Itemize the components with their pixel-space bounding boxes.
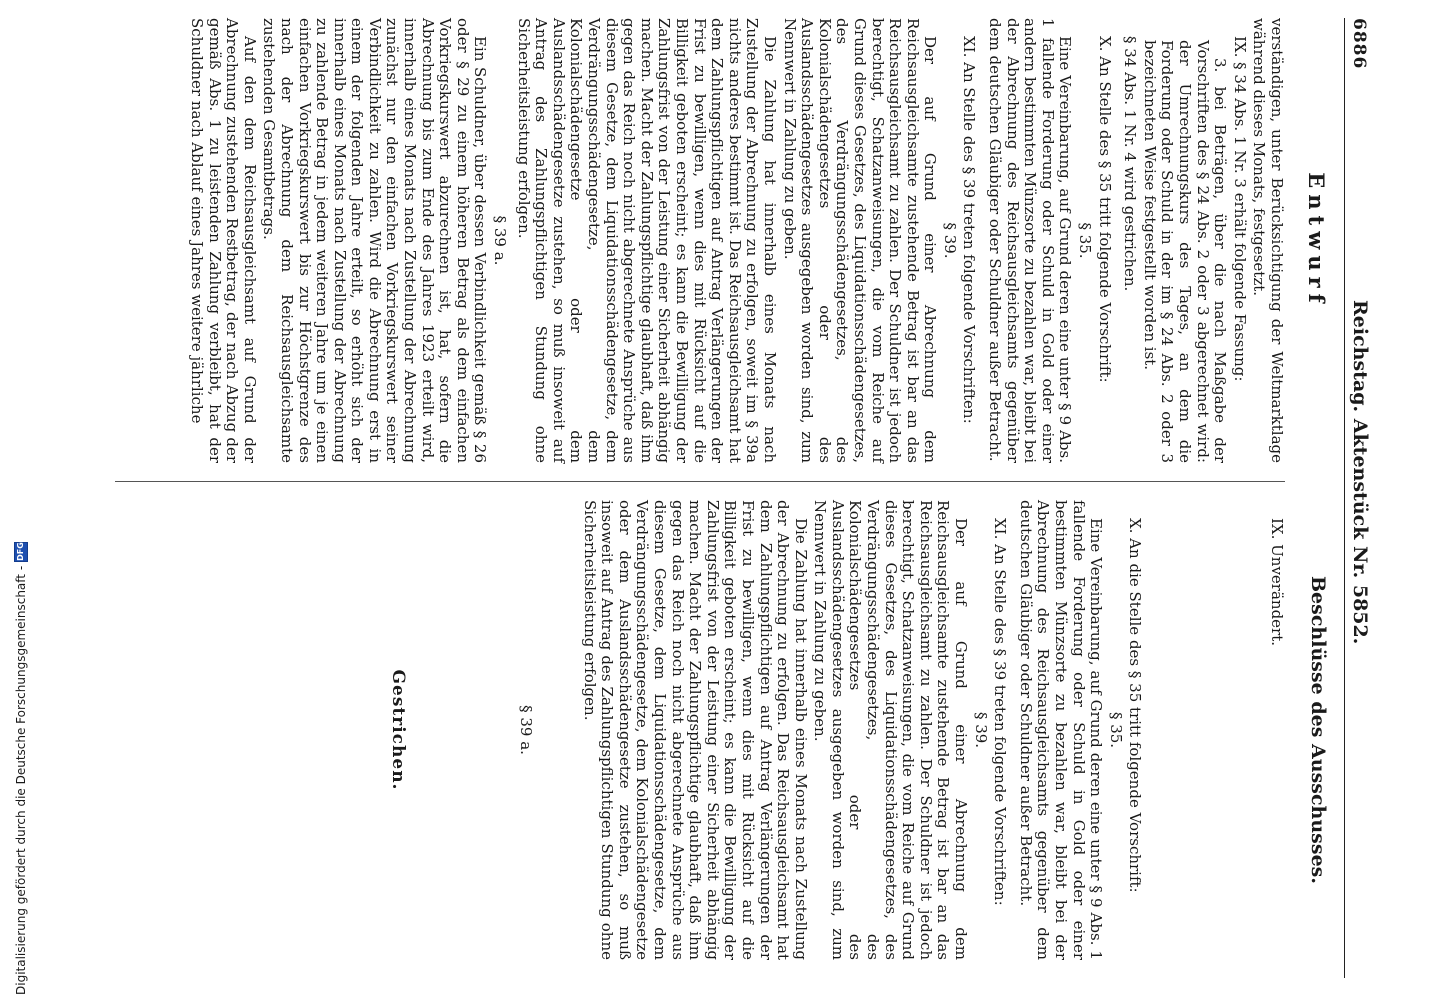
source-heading: Reichstag. Aktenstück Nr. 5852. <box>1349 300 1371 645</box>
left-item-ix-b: § 34 Abs. 1 Nr. 4 wird gestrichen. <box>1121 36 1140 292</box>
right-column-title: Beschlüsse des Ausschusses. <box>1307 576 1329 884</box>
rotated-document-page <box>95 0 1395 990</box>
digitization-credit <box>14 542 28 995</box>
left-item-xi-head: XI. An Stelle des § 39 treten folgende Vorschriften: <box>960 36 979 424</box>
dfg-logo: DFG <box>14 542 28 562</box>
right-column-body <box>387 500 1285 960</box>
right-sec39-label: § 39. <box>971 711 990 749</box>
left-sec39a-p2: Auf den dem Reichsausgleichsamt auf Grund der Abrechnung zustehenden Restbetrag, der nach Abzug der gemäß Abs. 1 zu leistenden Zahlung verbleibt, hat der Schuldner nach Ablauf eines Jahres weitere jährliche <box>187 18 259 463</box>
left-sec39-p2: Die Zahlung hat innerhalb eines Monats nach Zustellung der Abrechnung zu erfolgen, soweit im § 39a nichts anderes bestimmt ist. Das Reichsausgleichsamt hat dem Zahlungspflichtigen auf Antrag Verlängerungen der Frist zu bewilligen, wenn dies mit Rücksicht auf die Billigkeit geboten erscheint; es kann die Bewilligung der Zahlungsfrist von der Leistung einer Sicherheit abhängig machen. Macht der Zahlungspflichtige glaubhaft, daß ihm gegen das Reich noch nicht abgerechnete Ansprüche aus diesem Gesetze, dem Liquidationsschädengesetze, dem Verdrängungsschädengesetze, dem Kolonialschädengesetze oder dem Auslandsschädengesetze zustehen, so muß insoweit auf Antrag des Zahlungspflichtigen Stundung ohne Sicherheitsleistung erfolgen. <box>514 18 779 463</box>
right-sec39-p1: Der auf Grund einer Abrechnung dem Reichsausgleichsamte zustehende Betrag ist bar an das Reichsausgleichsamt zu zahlen. Der Schuldner ist jedoch berechtigt, Schatzanweisungen, die vom Reiche auf Grund dieses Gesetzes, des Liquidationsschädengesetzes, des Verdrängungsschädengesetzes, des Kolonialschädengesetzes oder des Auslandsschädengesetzes ausgegeben worden sind, zum Nennwert in Zahlung zu geben. <box>811 500 971 960</box>
page-number: 6886 <box>1349 18 1369 70</box>
right-item-x-head: X. An die Stelle des § 35 tritt folgende Vorschrift: <box>1126 518 1145 893</box>
left-sec35-text: Eine Vereinbarung, auf Grund deren eine unter § 9 Abs. 1 fallende Forderung oder Schuld in Gold oder einer andern bestimmten Münzsorte zu bezahlen war, bleibt bei der Abrechnung des Reichsausgleichsamts gegenüber dem deutschen Gläubiger oder Schuldner außer Betracht. <box>986 18 1075 463</box>
right-sec35-label: § 35. <box>1106 711 1125 749</box>
right-sec35-text: Eine Vereinbarung, auf Grund deren eine unter § 9 Abs. 1 fallende Forderung oder Schuld in Gold oder einer bestimmten Münzsorte zu bezahlen war, bleibt bei der Abrechnung des Reichsausgleichsamts gegenüber dem deutschen Gläubiger oder Schuldner außer Betracht. <box>1016 500 1106 960</box>
left-intro: verständigen, unter Berücksichtigung der Weltmarktlage während dieses Monats, festgesetzt. <box>1250 18 1286 463</box>
right-sec39a-status: Gestrichen. <box>388 669 409 791</box>
left-sec39-label: § 39. <box>940 222 959 259</box>
right-item-ix: IX. Unverändert. <box>1268 518 1286 647</box>
left-item-ix-head: IX. § 34 Abs. 1 Nr. 3 erhält folgende Fassung: <box>1230 36 1249 382</box>
credit-text: Digitalisierung gefördert durch die Deutsche Forschungsgemeinschaft - <box>14 565 28 995</box>
left-column-body <box>185 18 1285 463</box>
left-column-title: Entwurf <box>1304 172 1329 309</box>
left-sec39-p1: Der auf Grund einer Abrechnung dem Reichsausgleichsamte zustehende Betrag ist bar an das Reichsausgleichsamt zu zahlen. Der Schuldner ist jedoch berechtigt, Schatzanweisungen, die vom Reiche auf Grund dieses Gesetzes, des Liquidationsschädengesetzes, des Verdrängungsschädengesetzes, des Kolonialschädengesetzes oder des Auslandsschädengesetzes ausgegeben worden sind, zum Nennwert in Zahlung zu geben. <box>780 18 940 463</box>
left-item-x-head: X. An Stelle des § 35 tritt folgende Vorschrift: <box>1095 36 1114 383</box>
left-sec39a-label: § 39 a. <box>491 215 510 266</box>
right-item-xi-head: XI. An Stelle des § 39 treten folgende Vorschriften: <box>991 518 1010 906</box>
header-rule <box>1344 18 1345 978</box>
column-divider <box>115 481 1285 482</box>
right-sec39a-label: § 39 a. <box>517 705 535 755</box>
left-item-ix-text: 3. bei Beträgen, über die nach Maßgabe der Vorschriften des § 24 Abs. 2 oder 3 abgerechnet wird: der Umrechnungskurs des Tages, an dem die Forderung oder Schuld in der im § 24 Abs. 2 oder 3 bezeichneten Weise festgestellt worden ist. <box>1140 40 1230 463</box>
left-sec35-label: § 35. <box>1076 222 1095 259</box>
left-sec39a-p1: Ein Schuldner, über dessen Verbindlichkeit gemäß § 26 oder § 29 zu einem höheren Betrag als dem einfachen Vorkriegskurswert abzurechnen ist, hat, sofern die Abrechnung bis zum Ende des Jahres 1923 erteilt wird, innerhalb eines Monats nach Zustellung der Abrechnung zunächst nur den einfachen Vorkriegskurswert seiner Verbindlichkeit zu zahlen. Wird die Abrechnung erst in einem der folgenden Jahre erteilt, so erhöht sich der innerhalb eines Monats nach Zustellung der Abrechnung zu zahlende Betrag in jedem weiteren Jahre um je einen einfachen Vorkriegskurswert bis zur Höchstgrenze des nach der Abrechnung dem Reichsausgleichsamte zustehenden Gesamtbetrags. <box>260 18 490 463</box>
right-sec39-p2: Die Zahlung hat innerhalb eines Monats nach Zustellung der Abrechnung zu erfolgen. Das Reichsausgleichsamt hat dem Zahlungspflichtigen auf Antrag Verlängerungen der Frist zu bewilligen, wenn dies mit Rücksicht auf die Billigkeit geboten erscheint; es kann die Bewilligung der Zahlungsfrist von der Leistung einer Sicherheit abhängig machen. Macht der Zahlungspflichtige glaubhaft, daß ihm gegen das Reich noch nicht abgerechnete Ansprüche aus diesem Gesetze, dem Liquidationsschädengesetze, dem Verdrängungsschädengesetze, dem Kolonialschädengesetze oder dem Auslandsschädengesetze zustehen, so muß insoweit auf Antrag des Zahlungspflichtigen Stundung ohne Sicherheitsleistung erfolgen. <box>580 500 810 960</box>
